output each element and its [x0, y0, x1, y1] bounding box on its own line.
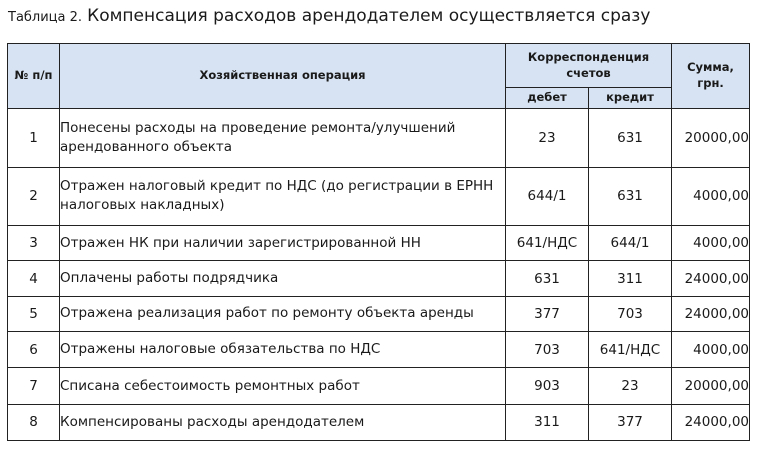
operation-cell: Отражены налоговые обязательства по НДС	[60, 331, 506, 367]
credit-cell: 377	[589, 404, 672, 440]
row-number-cell: 4	[8, 261, 60, 296]
credit-cell: 703	[589, 296, 672, 331]
sum-cell: 20000,00	[672, 368, 750, 404]
header-correspondence: Корреспонденция счетов	[506, 44, 672, 88]
sum-cell: 24000,00	[672, 296, 750, 331]
debit-cell: 903	[506, 368, 589, 404]
sum-cell: 24000,00	[672, 261, 750, 296]
header-num: № п/п	[8, 44, 60, 109]
credit-cell: 641/НДС	[589, 331, 672, 367]
debit-cell: 23	[506, 109, 589, 168]
credit-cell: 311	[589, 261, 672, 296]
row-number-cell: 3	[8, 226, 60, 261]
sum-cell: 4000,00	[672, 167, 750, 226]
table-row	[8, 331, 750, 367]
operation-cell: Отражен НК при наличии зарегистрированной НН	[60, 226, 506, 261]
operation-cell: Понесены расходы на проведение ремонта/улучшений арендованного объекта	[60, 109, 506, 168]
table-row	[8, 167, 750, 226]
header-operation: Хозяйственная операция	[60, 44, 506, 109]
debit-cell: 641/НДС	[506, 226, 589, 261]
row-number-cell: 2	[8, 167, 60, 226]
operation-cell: Отражен налоговый кредит по НДС (до регистрации в ЕРНН налоговых накладных)	[60, 167, 506, 226]
credit-cell: 631	[589, 167, 672, 226]
sum-cell: 24000,00	[672, 404, 750, 440]
table-row	[8, 296, 750, 331]
debit-cell: 377	[506, 296, 589, 331]
credit-cell: 644/1	[589, 226, 672, 261]
sum-cell: 4000,00	[672, 226, 750, 261]
debit-cell: 703	[506, 331, 589, 367]
table-row	[8, 404, 750, 440]
debit-cell: 644/1	[506, 167, 589, 226]
table-header	[8, 44, 750, 109]
table-row	[8, 368, 750, 404]
row-number-cell: 5	[8, 296, 60, 331]
header-debit: дебет	[506, 88, 589, 109]
debit-cell: 311	[506, 404, 589, 440]
row-number-cell: 6	[8, 331, 60, 367]
row-number-cell: 1	[8, 109, 60, 168]
table-row	[8, 109, 750, 168]
credit-cell: 23	[589, 368, 672, 404]
sum-cell: 20000,00	[672, 109, 750, 168]
row-number-cell: 8	[8, 404, 60, 440]
caption-label: Таблица 2.	[8, 10, 83, 25]
table-row	[8, 261, 750, 296]
operation-cell: Оплачены работы подрядчика	[60, 261, 506, 296]
table-row	[8, 226, 750, 261]
debit-cell: 631	[506, 261, 589, 296]
operation-cell: Отражена реализация работ по ремонту объекта аренды	[60, 296, 506, 331]
header-sum: Сумма, грн.	[672, 44, 750, 109]
operation-cell: Списана себестоимость ремонтных работ	[60, 368, 506, 404]
credit-cell: 631	[589, 109, 672, 168]
operation-cell: Компенсированы расходы арендодателем	[60, 404, 506, 440]
operations-table	[7, 43, 750, 441]
row-number-cell: 7	[8, 368, 60, 404]
table-body	[8, 109, 750, 441]
caption-text: Компенсация расходов арендодателем осуществляется сразу	[87, 6, 651, 26]
header-credit: кредит	[589, 88, 672, 109]
table-caption	[8, 6, 650, 26]
sum-cell: 4000,00	[672, 331, 750, 367]
